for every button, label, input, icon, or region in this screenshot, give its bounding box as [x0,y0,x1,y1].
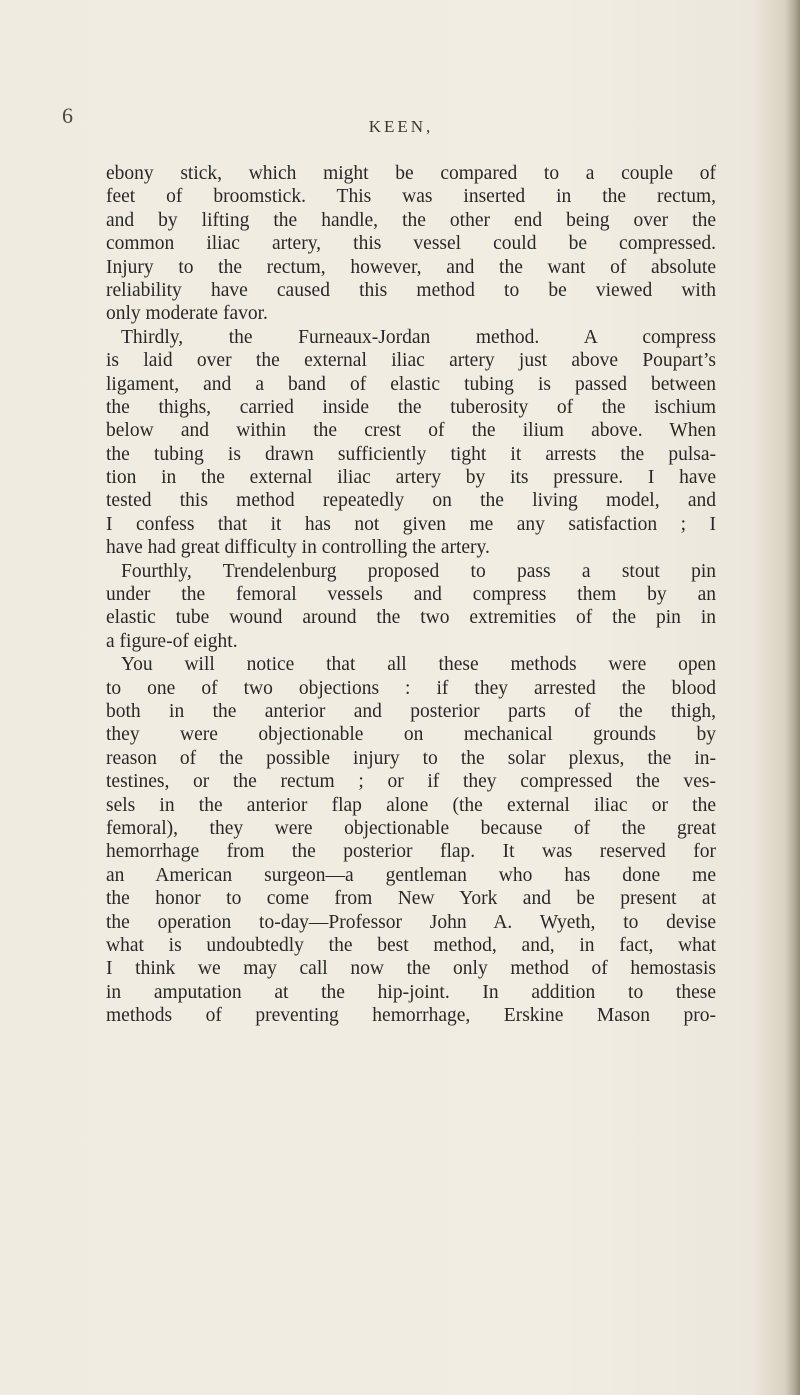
text-line: common iliac artery, this vessel could be compressed. [106,233,716,255]
text-line: below and within the crest of the ilium above. When [106,420,716,442]
page-edge-shadow [786,0,800,1395]
page-number: 6 [62,103,73,128]
text-line: have had great difficulty in controlling the artery. [106,537,490,559]
text-line: the honor to come from New York and be present at [106,888,716,910]
text-line: femoral), they were objectionable because of the great [106,817,716,839]
text-line: in amputation at the hip-joint. In addition to these [106,981,716,1003]
text-line: is laid over the external iliac artery just above Poupart’s [106,350,716,372]
text-line: the operation to-day—Professor John A. Wyeth, to devise [106,911,716,933]
text-line: tion in the external iliac artery by its pressure. I have [106,467,716,489]
text-line: Thirdly, the Furneaux-Jordan method. A compress [121,326,716,348]
text-line: tested this method repeatedly on the living model, and [106,490,716,512]
text-line: an American surgeon—a gentleman who has done me [106,864,716,886]
text-line: hemorrhage from the posterior flap. It was reserved for [106,841,716,863]
text-line: reason of the possible injury to the solar plexus, the in- [106,747,716,769]
text-line: methods of preventing hemorrhage, Erskine Mason pro- [106,1005,716,1027]
text-line: reliability have caused this method to be viewed with [106,279,716,301]
text-line: under the femoral vessels and compress them by an [106,584,716,606]
text-line: ligament, and a band of elastic tubing is passed between [106,373,716,395]
text-line: Fourthly, Trendelenburg proposed to pass a stout pin [121,560,716,582]
text-line: to one of two objections : if they arrested the blood [106,677,716,699]
text-line: the tubing is drawn sufficiently tight it arrests the pulsa- [106,443,716,465]
text-line: only moderate favor. [106,303,268,325]
text-line: feet of broomstick. This was inserted in the rectum, [106,186,716,208]
text-line: I think we may call now the only method of hemostasis [106,958,716,980]
body-text [106,162,716,1027]
text-line: elastic tube wound around the two extremities of the pin in [106,607,716,629]
text-line: both in the anterior and posterior parts of the thigh, [106,700,716,722]
text-line: Injury to the rectum, however, and the want of absolute [106,256,716,278]
text-line: they were objectionable on mechanical grounds by [106,724,716,746]
running-head: KEEN, [368,117,434,136]
text-line: a figure-of eight. [106,630,238,652]
text-line: ebony stick, which might be compared to a couple of [106,163,716,184]
text-line: and by lifting the handle, the other end being over the [106,209,716,231]
text-line: the thighs, carried inside the tuberosity of the ischium [106,396,716,418]
page-header [62,103,740,143]
text-line: sels in the anterior flap alone (the external iliac or the [106,794,716,816]
text-line: I confess that it has not given me any satisfaction ; I [106,513,716,535]
text-line: what is undoubtedly the best method, and, in fact, what [106,934,716,956]
text-line: You will notice that all these methods were open [121,654,716,676]
text-line: testines, or the rectum ; or if they compressed the ves- [106,771,716,793]
